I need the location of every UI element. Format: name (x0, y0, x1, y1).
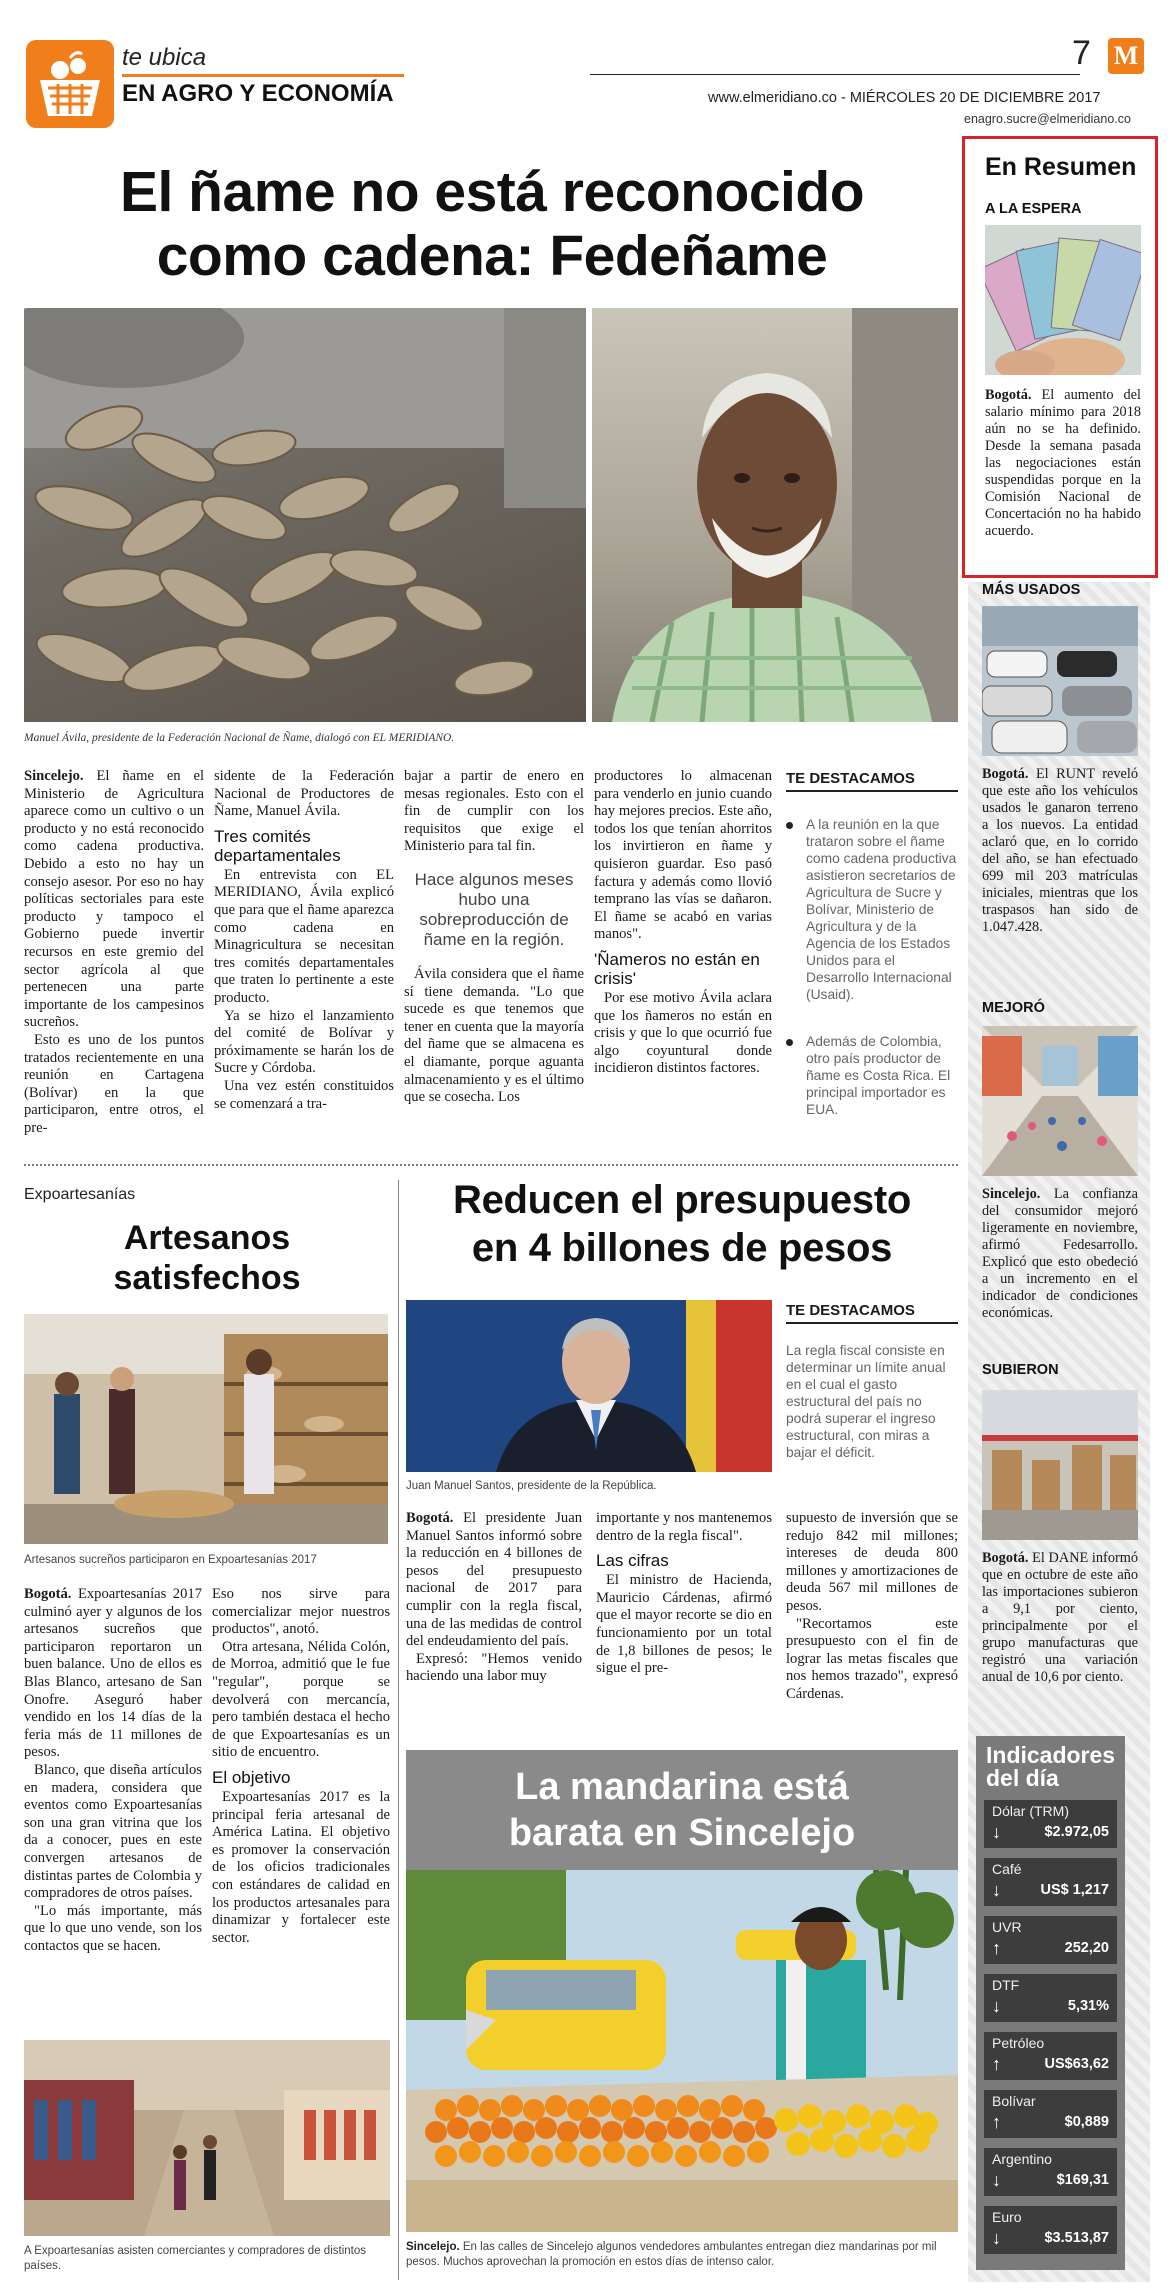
artesanos-col2-p2: Otra artesana, Nélida Colón, de Morroa, admitió que le fue "regular", porque se devolverá con mercancía, pero también destaca el hecho de que Expoartesanías es un sitio de encuentro. (212, 1638, 390, 1761)
cars-photo (982, 606, 1138, 756)
usados-title: MÁS USADOS (982, 582, 1081, 598)
lead-pullquote: Hace algunos meses hubo una sobreproducción de ñame en la región. (414, 869, 574, 949)
presupuesto-headline-line2: en 4 billones de pesos (471, 1226, 893, 1270)
artesanos-col2-p1: Eso nos sirve para comercializar mejor nuestros productos", anotó. (212, 1586, 390, 1638)
arrow-down-icon: ↓ (992, 1822, 1001, 1842)
lead-col3-p1: bajar a partir de enero en mesas regionales. Esto con el fin de cumplir con los requisitos que exige el Ministerio para tal fin. (404, 768, 584, 855)
espera-title: A LA ESPERA (985, 201, 1082, 217)
arrow-up-icon: ↑ (992, 2054, 1001, 2074)
dateline: Sincelejo. (24, 768, 84, 784)
brand-logo: M (1108, 38, 1144, 74)
arrow-down-icon: ↓ (992, 1880, 1001, 1900)
expo-hall-photo (24, 2040, 390, 2236)
lead-headline (22, 160, 962, 288)
arrow-up-icon: ↑ (992, 2112, 1001, 2132)
section-small-label: te ubica (122, 44, 207, 71)
mandarina-headline (406, 1764, 958, 1856)
resumen-box (962, 136, 1158, 578)
espera-text (985, 387, 1141, 540)
subieron-text (982, 1550, 1138, 1686)
artesanos-column-2 (212, 1586, 390, 1947)
indicators-title (986, 1744, 1115, 1790)
lead-column-3 (404, 768, 584, 1107)
presupuesto-col1-p2: Expresó: "Hemos venido haciendo una labor muy (406, 1650, 582, 1685)
lead-col2-p3: Ya se hizo el lanzamiento del comité de Bolívar y próximamente se harán los de Sucre y Córdoba. (214, 1007, 394, 1077)
artesanos-column-1 (24, 1586, 202, 1955)
presupuesto-headline (406, 1176, 958, 1272)
indicator-value: US$63,62 (1044, 2056, 1109, 2072)
yams-photo (24, 308, 586, 722)
lead-col4-p2: Por ese motivo Ávila aclara que los ñameros no están en crisis y que lo que ocurrió fue algo coyuntural donde incidieron distintos factores. (594, 989, 772, 1077)
artesanos-col1-p2: Blanco, que diseña artículos en madera, considera que eventos como Expoartesanías son una gran vitrina que los da a conocer, pues en este convergen artesanos de distintas partes de Colombia y compradores de otros países. (24, 1761, 202, 1902)
avila-portrait-photo (592, 308, 958, 722)
indicator-value: $2.972,05 (1044, 1824, 1109, 1840)
indicator-value: 252,20 (1064, 1940, 1109, 1956)
presupuesto-col3-p2: "Recortamos este presupuesto con el fin de lograr las metas fiscales que nos hemos trazado", expresó Cárdenas. (786, 1615, 958, 1702)
bullet-icon (786, 822, 793, 829)
indicator-row (984, 1858, 1117, 1906)
artesanos-caption1: Artesanos sucreños participaron en Expoartesanías 2017 (24, 1554, 317, 1566)
lead-headline-line1: El ñame no está reconocido (119, 160, 865, 224)
header-rule (590, 74, 1080, 75)
bullet-icon (786, 1039, 793, 1046)
arrow-down-icon: ↓ (992, 1996, 1001, 2016)
indicator-row (984, 2090, 1117, 2138)
indicator-name: Café (992, 1861, 1022, 1877)
presupuesto-destacamos-box (786, 1302, 958, 1461)
lead-col2-subhead: Tres comités departamentales (214, 826, 341, 865)
subieron-title: SUBIERON (982, 1362, 1059, 1378)
indicator-value: 5,31% (1067, 1998, 1109, 2014)
arrow-down-icon: ↓ (992, 2228, 1001, 2248)
expo-booth-photo (24, 1314, 388, 1544)
usados-dateline: Bogotá. (982, 766, 1029, 782)
mall-photo (982, 1026, 1138, 1176)
section-big-label: EN AGRO Y ECONOMÍA (122, 80, 394, 107)
indicators-panel (976, 1736, 1125, 2270)
presupuesto-col2-subhead: Las cifras (596, 1551, 669, 1571)
mejoro-title: MEJORÓ (982, 1000, 1045, 1016)
indicator-row (984, 2148, 1117, 2196)
artesanos-caption2: A Expoartesanías asisten comerciantes y compradores de distintos países. (24, 2245, 366, 2272)
indicator-name: UVR (992, 1919, 1022, 1935)
presupuesto-column-1 (406, 1510, 582, 1686)
lead-col2-p2: En entrevista con EL MERIDIANO, Ávila explicó que para que el ñame aparezca como cadena en Minagricultura se necesitan tres comités departamentales que traten lo pertinente a este producto. (214, 866, 394, 1006)
indicator-row (984, 2206, 1117, 2254)
indicator-row (984, 1800, 1117, 1848)
mandarin-vendor-photo (406, 1870, 958, 2232)
lead-destacamos-item2: Además de Colombia, otro país productor de ñame es Costa Rica. El principal importador es EUA. (806, 1034, 951, 1117)
lead-destacamos-item1: A la reunión en la que trataron sobre el ñame como cadena productiva asistieron secretarios de Agricultura de Sucre y Bolívar, Ministerio de Agricultura y de la Agencia de los Estados Unidos para el Desarrollo Internacional (Usaid). (806, 817, 957, 1002)
basket-icon (26, 40, 114, 128)
indicator-value: US$ 1,217 (1040, 1882, 1109, 1898)
usados-body: El RUNT reveló que este año los vehículos usados le ganaron terreno a los nuevos. La entidad aclaró que, en lo corrido del año, se han efectuado 699 mil 203 matrículas iniciales, mientras que los traspasos han sido de 1.047.428. (982, 766, 1138, 935)
indicators-title-line1: Indicadores (986, 1742, 1116, 1768)
lead-col4-subhead: 'Ñameros no están en crisis' (594, 949, 760, 988)
indicator-value: $169,31 (1056, 2172, 1109, 2188)
presupuesto-caption: Juan Manuel Santos, presidente de la República. (406, 1480, 657, 1492)
artesanos-col1-p3: "Lo más importante, más que lo que uno vende, son los contactos que se hacen. (24, 1902, 202, 1954)
lead-col3-p2: Ávila considera que el ñame sí tiene demanda. "Lo que sucede es que tenemos que tener en cuenta que la mayoría del ñame que se almacena es el diamante, porque aguanta almacenamiento y es el último que se cosecha. Los (404, 965, 584, 1106)
artesanos-headline-line1: Artesanos (123, 1219, 291, 1257)
lead-col4-p1: productores lo almacenan para venderlo en junio cuando hay mejores precios. Este año, todos los que tenían ahorritos los invirtieron en ñame y quisieron guardar. Eso pasó factura y además como llovió temprano las vías se dañaron. El ñame se acabó en varias manos". (594, 768, 772, 943)
espera-body: El aumento del salario mínimo para 2018 aún no se ha definido. Desde la semana pasada las negociaciones están suspendidas porque en la Comisión Nacional de Concertación no ha habido acuerdo. (985, 387, 1141, 539)
lead-col1-p1: El ñame en el Ministerio de Agricultura aparece como un cultivo o un producto y no está reconocido como cadena productiva. Debido a esto no hay un consejo asesor. Por eso no hay políticas sectoriales para este producto y tampoco el Gobierno puede invertir recursos en este gremio del sector agrícola al que pertenecen una parte importante de los campesinos sucreños. (24, 768, 204, 1031)
money-photo (985, 225, 1141, 375)
indicator-value: $3.513,87 (1044, 2230, 1109, 2246)
lead-col2-p4: Una vez estén constituidos se comenzará a tra- (214, 1077, 394, 1112)
artesanos-kicker: Expoartesanías (24, 1186, 136, 1203)
page-number: 7 (1072, 34, 1091, 72)
artesanos-headline (24, 1218, 390, 1298)
indicator-name: Petróleo (992, 2035, 1045, 2051)
mejoro-text (982, 1186, 1138, 1322)
artesanos-col2-subhead: El objetivo (212, 1767, 291, 1787)
site-and-date: www.elmeridiano.co - MIÉRCOLES 20 DE DICIEMBRE 2017 (708, 90, 1101, 106)
resumen-title: En Resumen (985, 153, 1137, 181)
indicator-name: Dólar (TRM) (992, 1803, 1069, 1819)
column-divider (398, 1180, 399, 2280)
indicator-row (984, 1916, 1117, 1964)
indicator-name: Argentino (992, 2151, 1052, 2167)
artesanos-col1-p1: Expoartesanías 2017 culminó ayer y algunos de los artesanos sucreños que participaron reportaron un buen balance. Uno de ellos es Blas Blanco, artesano de San Onofre. Aseguró haber vendido en los 14 días de la feria más de 11 millones de pesos. (24, 1586, 202, 1761)
warehouse-photo (982, 1390, 1138, 1540)
presupuesto-col2-p2: El ministro de Hacienda, Mauricio Cárdenas, afirmó que el mayor recorte se dio en funcionamiento por un total de 1,8 billones de pesos; le sigue el pre- (596, 1572, 772, 1677)
lead-headline-line2: como cadena: Fedeñame (156, 224, 828, 288)
lead-destacamos-title: TE DESTACAMOS (786, 770, 958, 792)
lead-photo-caption: Manuel Ávila, presidente de la Federación Nacional de Ñame, dialogó con EL MERIDIANO. (24, 732, 455, 744)
presupuesto-col3-p1: supuesto de inversión que se redujo 842 mil millones; intereses de deuda 800 millones y amortizaciones de deuda 567 mil millones de pesos. (786, 1510, 958, 1614)
presupuesto-destacamos-title: TE DESTACAMOS (786, 1302, 958, 1324)
mejoro-body: La confianza del consumidor mejoró ligeramente en noviembre, afirmó Fedesarrollo. Explicó que esto obedeció a un incremento en el indicador de condiciones económicas. (982, 1186, 1139, 1321)
presupuesto-column-2 (596, 1510, 772, 1678)
presupuesto-destacamos-text: La regla fiscal consiste en determinar un límite anual en el cual el gasto estructural del país no podrá superar el ingreso estructural, con miras a bajar el déficit. (786, 1343, 946, 1460)
lead-col2-p1: sidente de la Federación Nacional de Productores de Ñame, Manuel Ávila. (214, 768, 394, 820)
section-logo (26, 40, 114, 128)
mejoro-dateline: Sincelejo. (982, 1186, 1041, 1202)
arrow-down-icon: ↓ (992, 2170, 1001, 2190)
artesanos-col2-p3: Expoartesanías 2017 es la principal feria artesanal de América Latina. El objetivo es promover la conservación de los oficios tradicionales con estándares de calidad en los productos artesanales para dinamizar y fortalecer este sector. (212, 1788, 390, 1946)
indicator-name: Euro (992, 2209, 1022, 2225)
lead-column-2 (214, 768, 394, 1113)
presupuesto-headline-line1: Reducen el presupuesto (453, 1178, 911, 1222)
indicator-row (984, 2032, 1117, 2080)
lead-destacamos-box (786, 770, 958, 1118)
indicator-name: Bolívar (992, 2093, 1036, 2109)
indicator-row (984, 1974, 1117, 2022)
presupuesto-dateline: Bogotá. (406, 1510, 454, 1526)
usados-text (982, 766, 1138, 936)
mandarina-caption (406, 2240, 958, 2270)
lead-column-1 (24, 768, 204, 1137)
lead-column-4 (594, 768, 772, 1078)
subieron-body: El DANE informó que en octubre de este año las importaciones subieron a 9,1 por ciento, principalmente por el grupo manufacturas que registró una variación anual de 10,6 por ciento. (982, 1550, 1138, 1685)
indicators-title-line2: del día (986, 1765, 1059, 1791)
lead-bottom-divider (24, 1164, 958, 1166)
artesanos-headline-line2: satisfechos (113, 1259, 301, 1297)
presupuesto-col1-p1: El presidente Juan Manuel Santos informó sobre la reducción en 4 billones de pesos del presupuesto nacional de 2017 para cumplir con la regla fiscal, una de las medidas de control del endeudamiento del país. (406, 1510, 582, 1650)
mandarina-dateline: Sincelejo. (406, 2241, 460, 2253)
lead-col1-p2: Esto es uno de los puntos tratados recientemente en una reunión en Cartagena (Bolívar) en la que participaron, entre otros, el pre- (24, 1031, 204, 1136)
artesanos-dateline: Bogotá. (24, 1586, 72, 1602)
section-email: enagro.sucre@elmeridiano.co (964, 112, 1131, 126)
presupuesto-col2-p1: importante y nos mantenemos dentro de la regla fiscal". (596, 1510, 772, 1544)
presupuesto-column-3 (786, 1510, 958, 1704)
mandarina-headline-box (406, 1750, 958, 1870)
mandarina-headline-line2: barata en Sincelejo (508, 1812, 856, 1854)
espera-dateline: Bogotá. (985, 387, 1032, 403)
mandarina-caption-text: En las calles de Sincelejo algunos vendedores ambulantes entregan diez mandarinas por mil pesos. Muchos aprovechan la promoción en estos días de intenso calor. (406, 2241, 937, 2268)
santos-photo (406, 1300, 772, 1472)
subieron-dateline: Bogotá. (982, 1550, 1029, 1566)
arrow-up-icon: ↑ (992, 1938, 1001, 1958)
indicator-name: DTF (992, 1977, 1020, 1993)
section-divider (122, 74, 404, 77)
mandarina-headline-line1: La mandarina está (515, 1766, 849, 1808)
indicator-value: $0,889 (1064, 2114, 1109, 2130)
